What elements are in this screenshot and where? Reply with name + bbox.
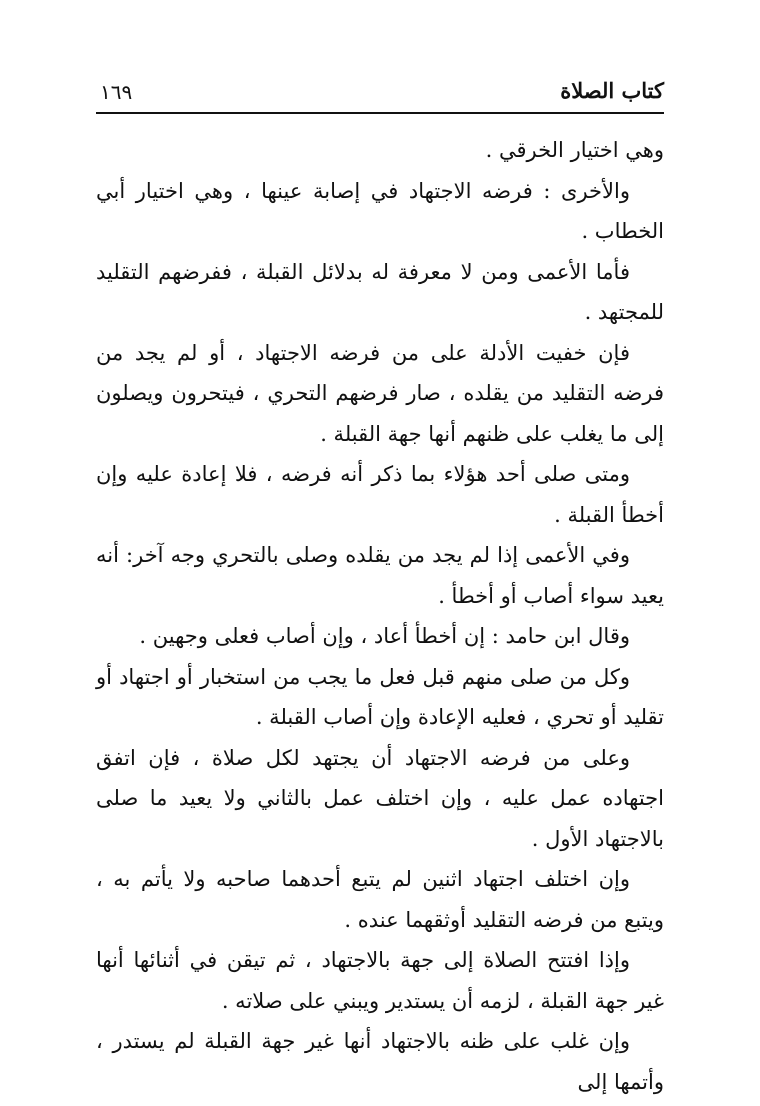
body-text — [96, 130, 664, 1102]
page-number: ١٦٩ — [100, 80, 133, 104]
header-rule — [96, 112, 664, 114]
paragraph: وهي اختيار الخرقي . — [485, 138, 664, 162]
paragraph: فأما الأعمى ومن لا معرفة له بدلائل القبلة ، ففرضهم التقليد للمجتهد . — [96, 259, 664, 324]
paragraph: وإذا افتتح الصلاة إلى جهة بالاجتهاد ، ثم تيقن في أثنائها أنها غير جهة القبلة ، لزمه أن يستدير ويبني على صلاته . — [96, 948, 664, 1013]
running-header — [96, 72, 664, 106]
book-title: كتاب الصلاة — [560, 78, 664, 103]
paragraph: وإن غلب على ظنه بالاجتهاد أنها غير جهة القبلة لم يستدر ، وأتمها إلى — [96, 1029, 664, 1094]
paragraph: فإن خفيت الأدلة على من فرضه الاجتهاد ، أو لم يجد من فرضه التقليد من يقلده ، صار فرضهم التحري ، فيتحرون ويصلون إلى ما يغلب على ظنهم أنها جهة القبلة . — [96, 340, 664, 446]
paragraph: وعلى من فرضه الاجتهاد أن يجتهد لكل صلاة ، فإن اتفق اجتهاده عمل عليه ، وإن اختلف عمل بالثاني ولا يعيد ما صلى بالاجتهاد الأول . — [96, 745, 664, 851]
paragraph: وإن اختلف اجتهاد اثنين لم يتبع أحدهما صاحبه ولا يأتم به ، ويتبع من فرضه التقليد أوثقهما عنده . — [96, 867, 664, 932]
paragraph: وقال ابن حامد : إن أخطأ أعاد ، وإن أصاب فعلى وجهين . — [139, 624, 630, 648]
paragraph: وكل من صلى منهم قبل فعل ما يجب من استخبار أو اجتهاد أو تقليد أو تحري ، فعليه الإعادة وإن أصاب القبلة . — [96, 664, 664, 729]
paragraph: ومتى صلى أحد هؤلاء بما ذكر أنه فرضه ، فلا إعادة عليه وإن أخطأ القبلة . — [96, 462, 664, 527]
paragraph: وفي الأعمى إذا لم يجد من يقلده وصلى بالتحري وجه آخر: أنه يعيد سواء أصاب أو أخطأ . — [96, 543, 664, 608]
paragraph: والأخرى : فرضه الاجتهاد في إصابة عينها ، وهي اختيار أبي الخطاب . — [96, 178, 664, 243]
